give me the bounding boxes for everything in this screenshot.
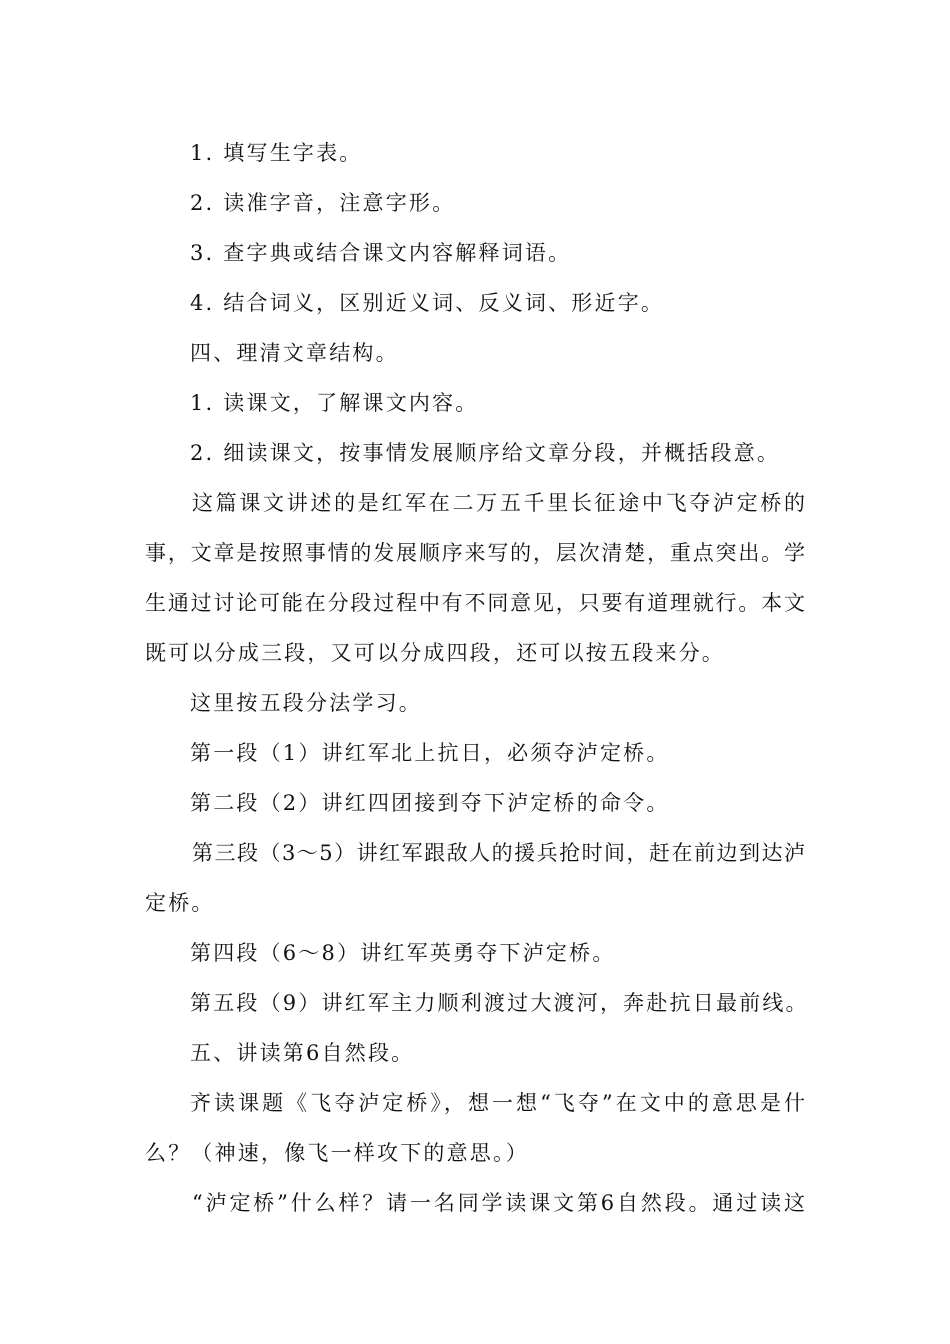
paragraph-line: 这里按五段分法学习。 — [190, 691, 422, 715]
list-item-2: 2. 读准字音，注意字形。 — [190, 191, 456, 215]
paragraph-line: 既可以分成三段，又可以分成四段，还可以按五段来分。 — [145, 641, 725, 665]
segment-line-4: 第四段（6～8）讲红军英勇夺下泸定桥。 — [190, 941, 616, 965]
list-item-4: 4. 结合词义，区别近义词、反义词、形近字。 — [190, 291, 665, 315]
paragraph-line: “泸定桥”什么样？请一名同学读课文第6自然段。通过读这 — [192, 1191, 805, 1215]
segment-line-1: 第一段（1）讲红军北上抗日，必须夺泸定桥。 — [190, 741, 670, 765]
list-item-2: 2. 细读课文，按事情发展顺序给文章分段，并概括段意。 — [190, 441, 781, 465]
paragraph-line: 这篇课文讲述的是红军在二万五千里长征途中飞夺泸定桥的 — [192, 491, 805, 515]
segment-line-2: 第二段（2）讲红四团接到夺下泸定桥的命令。 — [190, 791, 670, 815]
segment-line-3-cont: 定桥。 — [145, 891, 215, 915]
list-item-1: 1. 填写生字表。 — [190, 141, 363, 165]
segment-line-5: 第五段（9）讲红军主力顺利渡过大渡河，奔赴抗日最前线。 — [190, 991, 809, 1015]
paragraph-line: 事，文章是按照事情的发展顺序来写的，层次清楚，重点突出。学 — [145, 541, 805, 565]
list-item-3: 3. 查字典或结合课文内容解释词语。 — [190, 241, 572, 265]
segment-line-3: 第三段（3～5）讲红军跟敌人的援兵抢时间，赶在前边到达泸 — [192, 841, 805, 865]
list-item-1: 1. 读课文，了解课文内容。 — [190, 391, 479, 415]
paragraph-line: 生通过讨论可能在分段过程中有不同意见，只要有道理就行。本文 — [145, 591, 805, 615]
paragraph-line: 么？（神速，像飞一样攻下的意思。） — [145, 1141, 529, 1165]
section-heading-5: 五、讲读第6自然段。 — [190, 1041, 415, 1065]
paragraph-line: 齐读课题《飞夺泸定桥》，想一想“飞夺”在文中的意思是什 — [190, 1091, 805, 1115]
section-heading-4: 四、理清文章结构。 — [190, 341, 399, 365]
